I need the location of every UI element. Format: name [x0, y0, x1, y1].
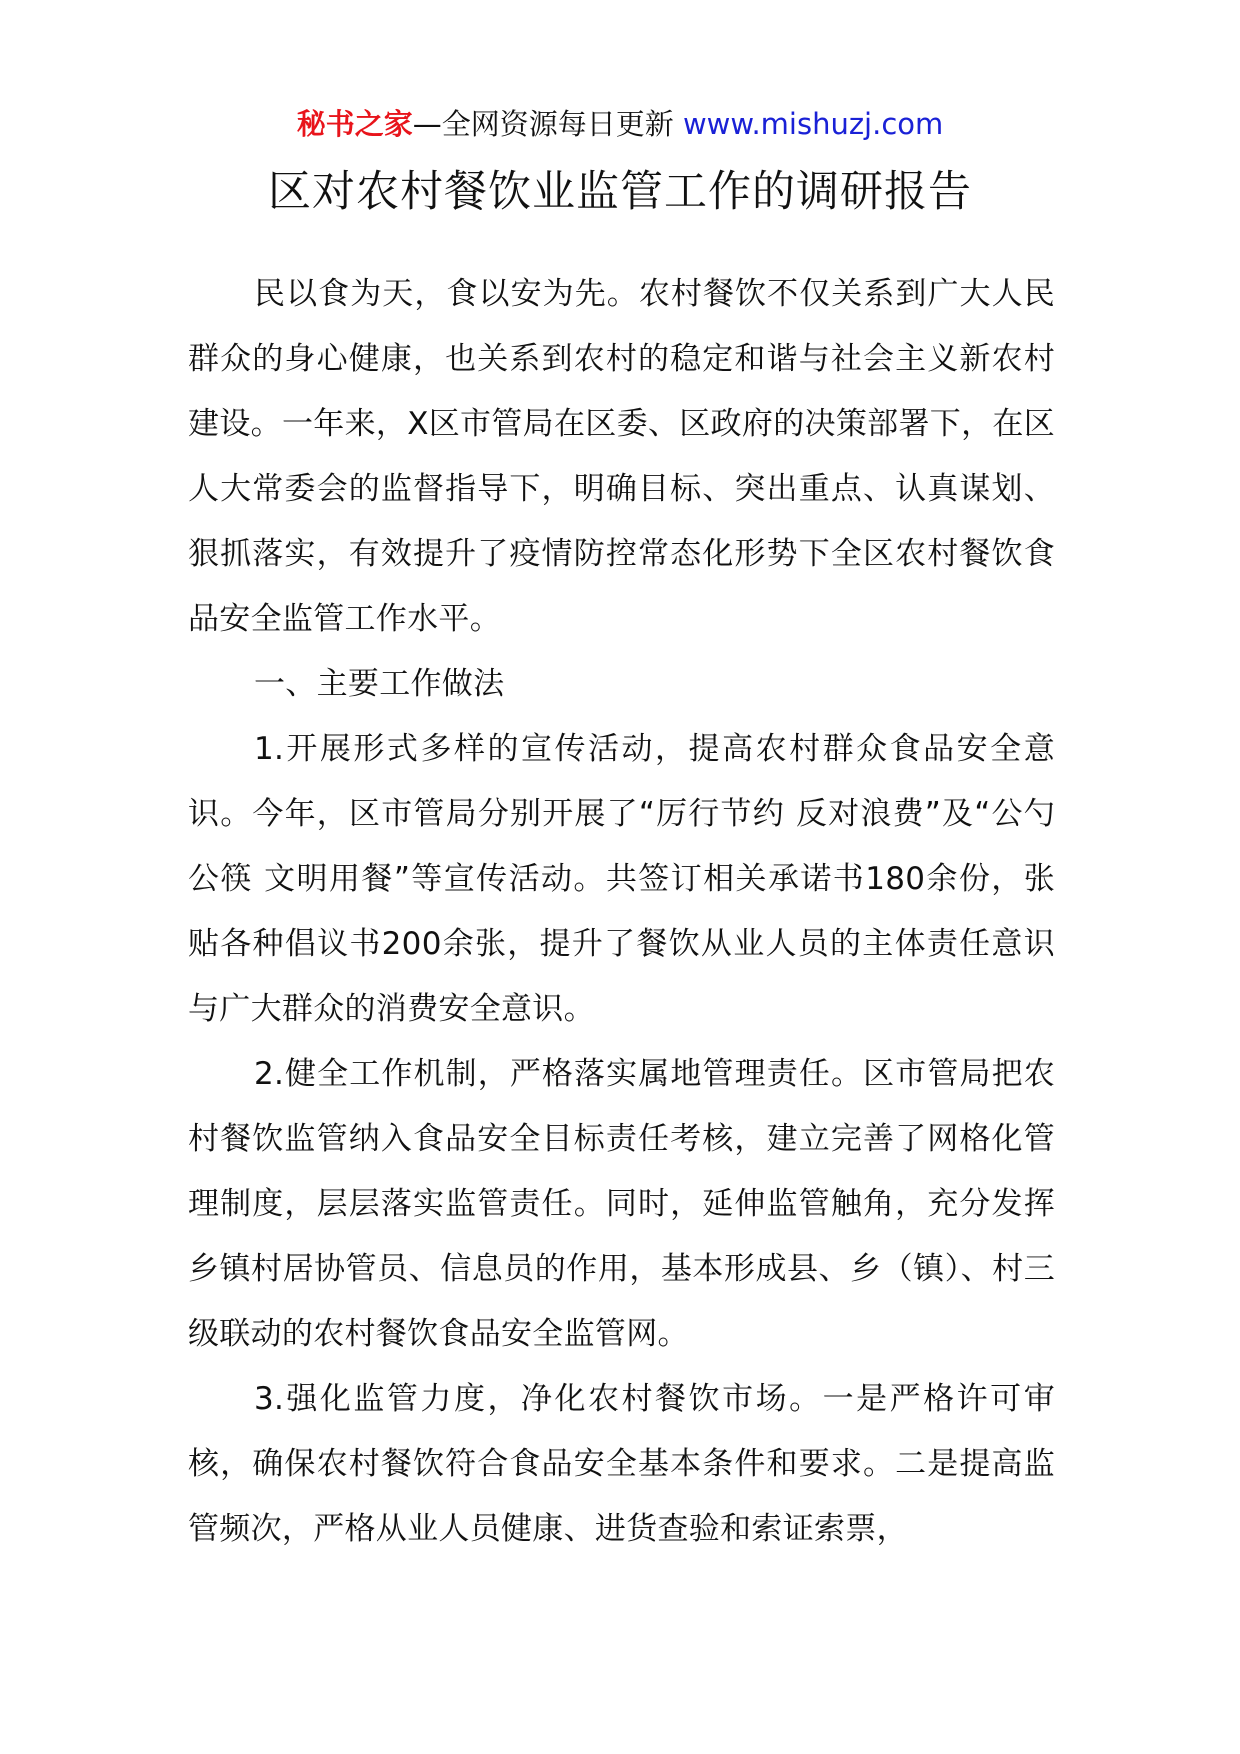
- site-brand: 秘书之家: [296, 107, 413, 141]
- site-url-link[interactable]: www.mishuzj.com: [682, 107, 944, 141]
- paragraph-item-2: 2.健全工作机制，严格落实属地管理责任。区市管局把农村餐饮监管纳入食品安全目标责任考核，建立完善了网格化管理制度，层层落实监管责任。同时，延伸监管触角，充分发挥乡镇村居协管员、信息员的作用，基本形成县、乡（镇）、村三级联动的农村餐饮食品安全监管网。: [188, 1056, 1055, 1352]
- site-tagline: —全网资源每日更新: [412, 107, 683, 141]
- paragraph-item-1: 1.开展形式多样的宣传活动，提高农村群众食品安全意识。今年，区市管局分别开展了“厉行节约 反对浪费”及“公勺公筷 文明用餐”等宣传活动。共签订相关承诺书180余份，张贴各种倡议书200余张，提升了餐饮从业人员的主体责任意识与广大群众的消费安全意识。: [188, 731, 1055, 1027]
- document-title: 区对农村餐饮业监管工作的调研报告: [268, 167, 972, 217]
- paragraph-intro: 民以食为天，食以安为先。农村餐饮不仅关系到广大人民群众的身心健康，也关系到农村的稳定和谐与社会主义新农村建设。一年来，X区市管局在区委、区政府的决策部署下，在区人大常委会的监督指导下，明确目标、突出重点、认真谋划、狠抓落实，有效提升了疫情防控常态化形势下全区农村餐饮食品安全监管工作水平。: [188, 276, 1055, 637]
- section-heading: 一、主要工作做法: [254, 666, 505, 702]
- site-header: [0, 104, 1240, 144]
- paragraph-item-3: 3.强化监管力度，净化农村餐饮市场。一是严格许可审核，确保农村餐饮符合食品安全基本条件和要求。二是提高监管频次，严格从业人员健康、进货查验和索证索票，: [188, 1381, 1055, 1547]
- document-body: [188, 262, 1055, 1562]
